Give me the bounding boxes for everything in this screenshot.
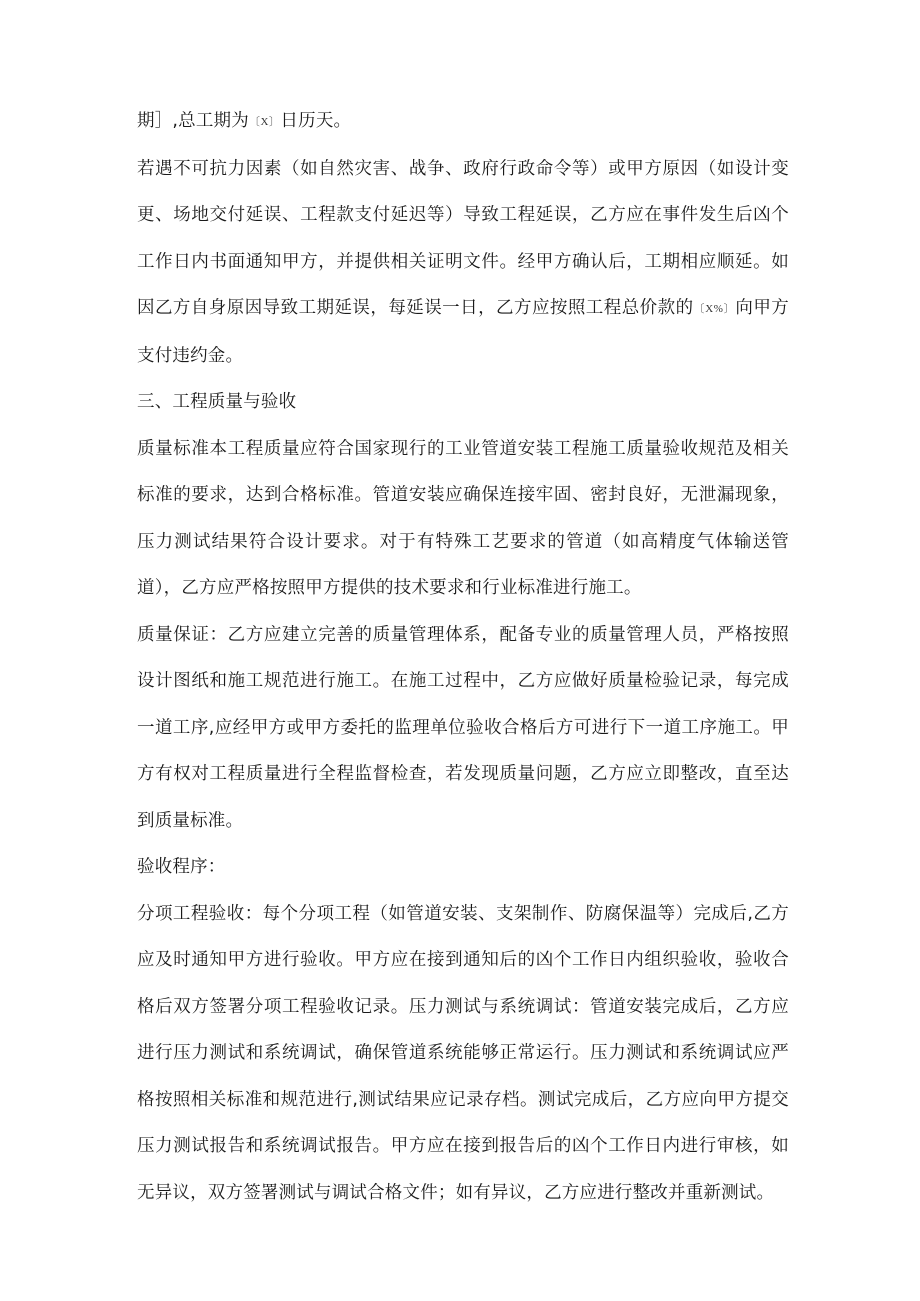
paragraph-quality-standard: 质量标准本工程质量应符合国家现行的工业管道安装工程施工质量验收规范及相关标准的要求，达到合格标准。管道安装应确保连接牢固、密封良好，无泄漏现象，压力测试结果符合设计要求。对于有特殊工艺要求的管道（如高精度气体输送管道），乙方应严格按照甲方提供的技术要求和行业标准进行施工。 xyxy=(137,438,789,598)
paragraph-schedule-end xyxy=(137,98,789,146)
paragraph-text: 向甲方支付违约金。 xyxy=(137,298,789,366)
document-body xyxy=(137,98,789,1216)
paragraph-text: 期］,总工期为 xyxy=(137,111,249,131)
placeholder-penalty-rate: 〔X%〕 xyxy=(693,303,736,315)
paragraph-acceptance-label: 验收程序： xyxy=(137,857,226,877)
placeholder-days: 〔X〕 xyxy=(248,116,281,128)
paragraph-delay-terms xyxy=(137,146,789,380)
paragraph-text: 若遇不可抗力因素（如自然灾害、战争、政府行政命令等）或甲方原因（如设计变更、场地交付延误、工程款支付延迟等）导致工程延误，乙方应在事件发生后凶个工作日内书面通知甲方，并提供相关证明文件。经甲方确认后，工期相应顺延。如因乙方自身原因导致工期延误，每延误一日，乙方应按照工程总价款的 xyxy=(137,158,789,318)
paragraph-acceptance-procedure: 分项工程验收：每个分项工程（如管道安装、支架制作、防腐保温等）完成后,乙方应及时通知甲方进行验收。甲方应在接到通知后的凶个工作日内组织验收，验收合格后双方签署分项工程验收记录。压力测试与系统调试：管道安装完成后，乙方应进行压力测试和系统调试，确保管道系统能够正常运行。压力测试和系统调试应严格按照相关标准和规范进行,测试结果应记录存档。测试完成后，乙方应向甲方提交压力测试报告和系统调试报告。甲方应在接到报告后的凶个工作日内进行审核，如无异议，双方签署测试与调试合格文件；如有异议，乙方应进行整改并重新测试。 xyxy=(137,903,789,1203)
section-heading-quality-acceptance: 三、工程质量与验收 xyxy=(137,392,297,412)
paragraph-text: 日历天。 xyxy=(280,111,352,131)
paragraph-quality-assurance: 质量保证：乙方应建立完善的质量管理体系，配备专业的质量管理人员，严格按照设计图纸和施工规范进行施工。在施工过程中，乙方应做好质量检验记录，每完成一道工序,应经甲方或甲方委托的监理单位验收合格后方可进行下一道工序施工。甲方有权对工程质量进行全程监督检查，若发现质量问题，乙方应立即整改，直至达到质量标准。 xyxy=(137,624,789,831)
